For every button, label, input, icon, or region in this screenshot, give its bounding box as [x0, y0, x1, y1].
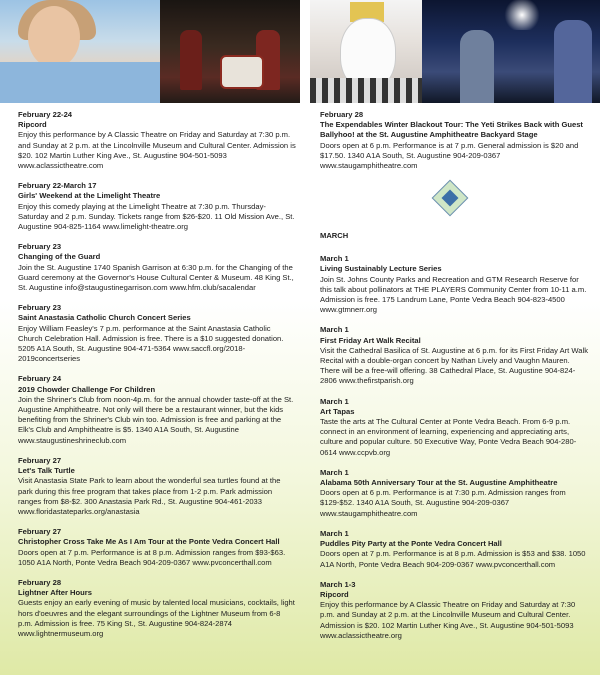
event-title: Art Tapas [320, 406, 355, 416]
event-item [320, 529, 588, 570]
event-item [320, 397, 588, 458]
event-item [320, 325, 588, 386]
event-title: Alabama 50th Anniversary Tour at the St. Augustine Amphitheatre [320, 478, 558, 488]
photo-alabama-band [422, 0, 600, 103]
event-title: Ripcord [18, 120, 47, 130]
event-description: Enjoy this performance by A Classic Theatre on Friday and Saturday at 7:30 p.m. and Sunday at 2 p.m. at the Lincolnville Museum and Cultural Center. Admission is $20. 102 Martin Luther King Ave., St. Augustine 904-501-5093 www.aclassictheatre.org [320, 600, 576, 640]
event-item [18, 374, 296, 445]
photo-festival-woman [0, 0, 160, 103]
event-title: Let's Talk Turtle [18, 466, 75, 476]
event-item [320, 110, 588, 171]
event-date: February 27 [18, 455, 62, 465]
photo-strip [0, 0, 600, 103]
event-title: Girls' Weekend at the Limelight Theatre [18, 191, 161, 201]
event-title: Puddles Pity Party at the Ponte Vedra Concert Hall [320, 539, 502, 549]
event-description: Visit Anastasia State Park to learn about the wonderful sea turtles found at the park during this free program that takes place from 1-2 p.m. Park admission ranges from $8-$2. 300 Anastasia Park Rd., St. Augustine 904-461-2033 www.floridastateparks.org/anastasia [18, 476, 281, 516]
event-date: February 28 [18, 577, 62, 587]
event-description: Join St. Johns County Parks and Recreation and GTM Research Reserve for this talk about pollinators at THE PLAYERS Community Center from 10-11 a.m. Admission is free. 175 Landrum Lane, Ponte Vedra Beach 904-823-4500 www.gtmnerr.org [320, 274, 587, 315]
event-date: March 1 [320, 528, 349, 538]
event-date: February 27 [18, 527, 62, 537]
event-description: Join the Shriner's Club from noon-4p.m. for the annual chowder taste-off at the St. Augustine Amphitheatre. Not only will there be a restaurant winner, but the kids benefiting from the Shriner's Club win too. Admission is free and parking at the Elk's Club and Amphitheatre is $5. 1340 A1A South, St. Augustine www.staugustineshrineclub.com [18, 394, 294, 445]
event-description: Doors open at 7 p.m. Performance is at 8 p.m. Admission is $53 and $38. 1050 A1A North, Ponte Vedra Beach 904-209-0367 www.pvconcerthall.com [320, 549, 586, 569]
photo-garrison-drummers [160, 0, 300, 103]
event-description: Join the St. Augustine 1740 Spanish Garrison at 6:30 p.m. for the Changing of the Guard ceremony at the Governor's House Cultural Center & Museum. 48 King St., St. Augustine info@staugustinegarrison.com www.hfm.club/sacalendar [18, 262, 294, 293]
event-title: Lightner After Hours [18, 588, 92, 598]
event-title: The Expendables Winter Blackout Tour: The Yeti Strikes Back with Guest Ballyhoo! at the St. Augustine Amphitheatre Backyard Stage [320, 120, 583, 140]
event-description: Guests enjoy an early evening of music by talented local musicians, cocktails, light hors d'oeuvres and the elegant surroundings of the Lightner Museum from 6-8 p.m. Admission is free. 75 King St., St. Augustine 904-824-2874 www.lightnermuseum.org [18, 598, 295, 638]
event-item [320, 580, 588, 641]
event-date: March 1 [320, 254, 349, 264]
event-date: February 22-24 [18, 110, 73, 119]
photo-puddles-clown [310, 0, 422, 103]
event-item [320, 468, 588, 519]
event-title: Saint Anastasia Catholic Church Concert Series [18, 313, 191, 323]
event-date: March 1 [320, 325, 349, 335]
event-date: February 28 [320, 110, 364, 119]
event-item [18, 181, 296, 232]
event-description: Enjoy William Feasley's 7 p.m. performance at the Saint Anastasia Catholic Church Celebration Hall. Admission is free. There is a $10 suggested donation. 5205 A1A South, St. Augustine 904-471-5364 www.saccfl.org/2018-2019concertseries [18, 323, 284, 364]
event-date: March 1-3 [320, 579, 356, 589]
event-title: Living Sustainably Lecture Series [320, 264, 442, 274]
event-description: Enjoy this comedy playing at the Limelight Theatre at 7:30 p.m. Thursday-Saturday and 2 p.m. Sunday. Tickets range from $26-$20. 11 Old Mission Ave., St. Augustine 904-825-1164 www.limelight-theatre.org [18, 201, 295, 232]
event-date: February 22-March 17 [18, 181, 97, 191]
event-date: February 24 [18, 374, 62, 384]
event-date: February 23 [18, 242, 62, 252]
event-description: Doors open at 7 p.m. Performance is at 8 p.m. Admission ranges from $93-$63. 1050 A1A North, Ponte Vedra Beach 904-209-0367 www.pvconcerthall.com [18, 547, 286, 567]
event-item [18, 110, 296, 171]
event-item [18, 303, 296, 364]
event-item [18, 578, 296, 639]
event-description: Taste the arts at The Cultural Center at Ponte Vedra Beach. From 6-9 p.m. connect in an environment of learning, experiencing and appreciating arts, culture and popular culture. 50 Executive Way, Ponte Vedra Beach 904-280-0614 www.ccpvb.org [320, 417, 577, 457]
event-title: First Friday Art Walk Recital [320, 335, 421, 345]
event-date: March 1 [320, 467, 349, 477]
diamond-ornament-icon [432, 180, 469, 217]
event-title: Changing of the Guard [18, 252, 101, 262]
event-date: March 1 [320, 396, 349, 406]
event-item [18, 527, 296, 568]
event-description: Visit the Cathedral Basilica of St. Augustine at 6 p.m. for its First Friday Art Walk Recital with a double-organ concert by Nathan Lively and Vaughn Mauren. There will be a free-will offering. 38 Cathedral Place, St. Augustine 904-824-2806 www.thefirstparish.org [320, 345, 588, 386]
section-divider [320, 181, 588, 221]
left-event-column [18, 110, 296, 649]
event-title: Ripcord [320, 589, 349, 599]
event-title: Christopher Cross Take Me As I Am Tour at the Ponte Vedra Concert Hall [18, 537, 280, 547]
right-event-column [320, 110, 588, 651]
event-description: Doors open at 6 p.m. Performance is at 7:30 p.m. Admission ranges from $129-$52. 1340 A1A South, St. Augustine 904-209-0367 www.staugamphitheatre.com [320, 488, 566, 518]
event-description: Doors open at 6 p.m. Performance is at 7 p.m. General admission is $20 and $17.50. 1340 A1A South, St. Augustine 904-209-0367 www.staugamphitheatre.com [320, 140, 579, 171]
month-heading: MARCH [320, 231, 349, 241]
event-item [320, 254, 588, 315]
event-item [18, 456, 296, 517]
event-description: Enjoy this performance by A Classic Theatre on Friday and Saturday at 7:30 p.m. and Sunday at 2 p.m. at the Lincolnville Museum and Cultural Center. Admission is $20. 102 Martin Luther King Ave., St. Augustine 904-501-5093 www.aclassictheatre.com [18, 130, 296, 171]
event-item [18, 242, 296, 293]
event-title: 2019 Chowder Challenge For Children [18, 384, 156, 394]
event-date: February 23 [18, 303, 62, 313]
